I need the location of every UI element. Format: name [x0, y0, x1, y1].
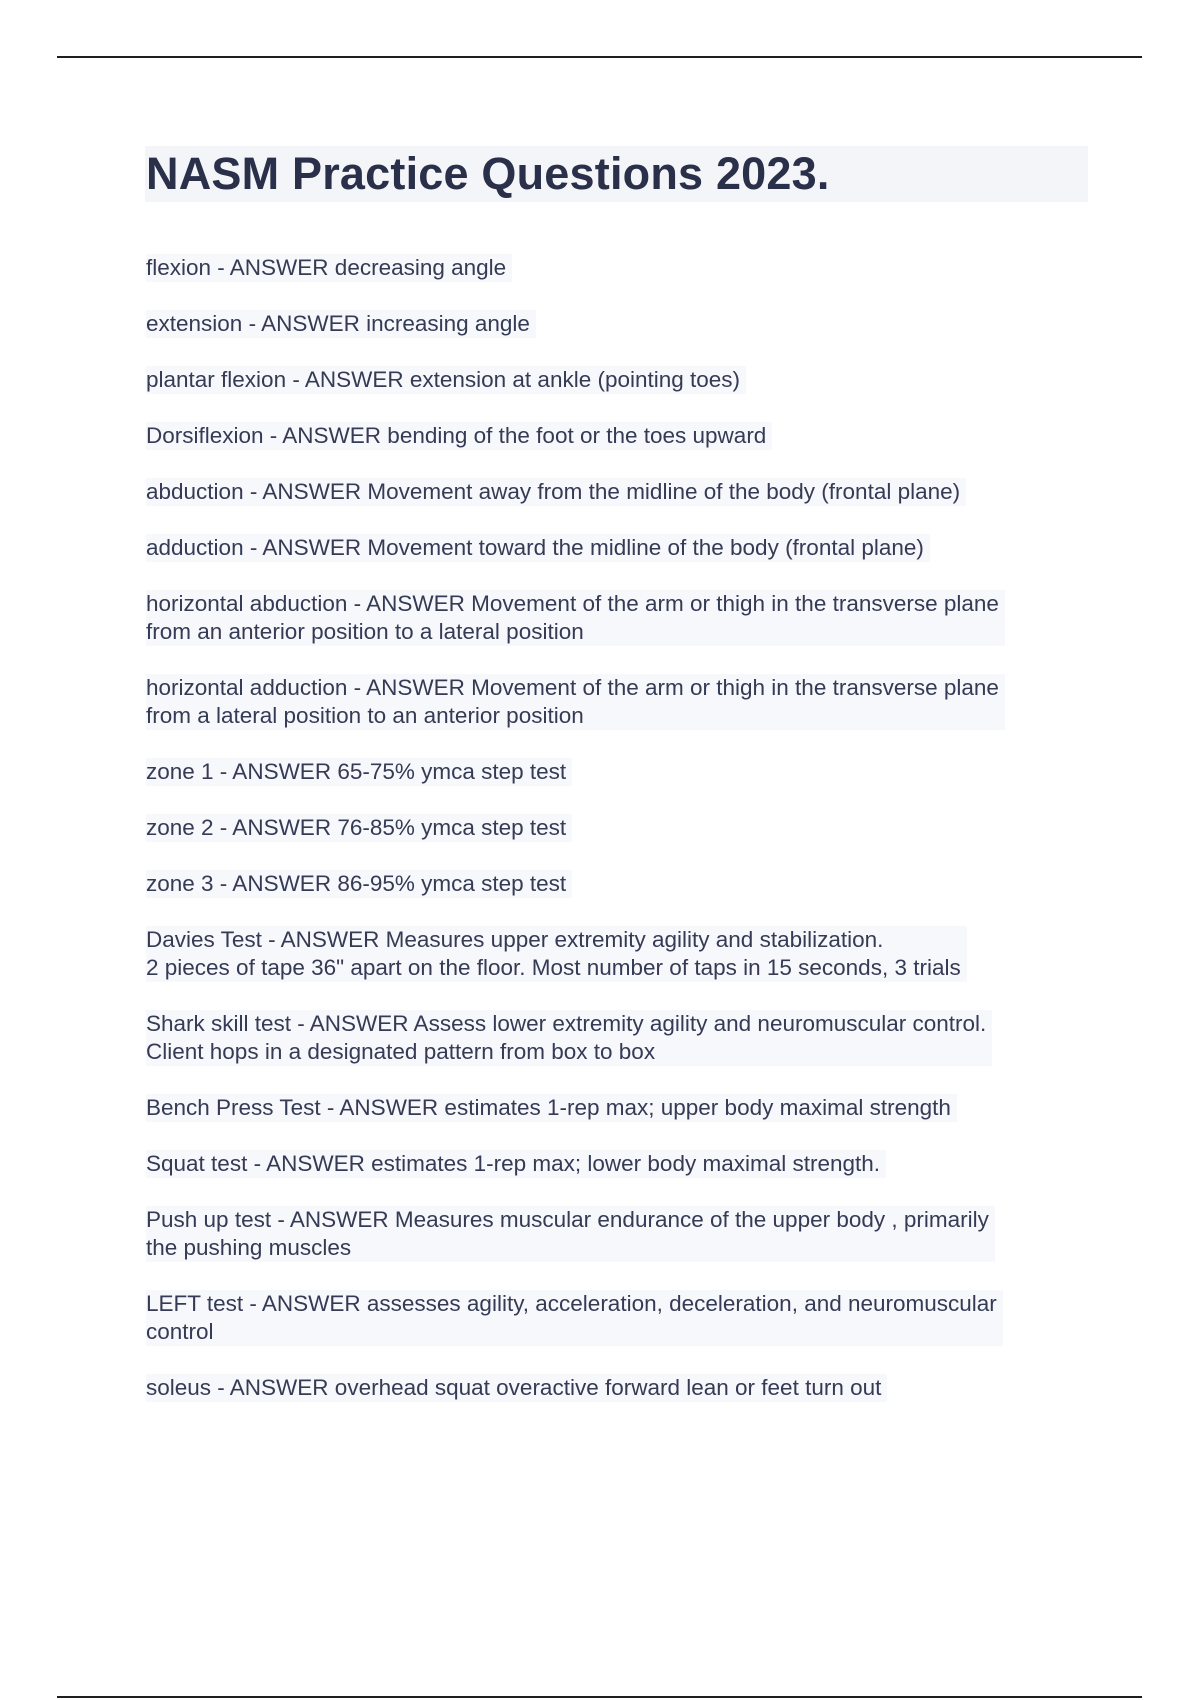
qa-item: flexion - ANSWER decreasing angle [146, 254, 512, 282]
qa-item: plantar flexion - ANSWER extension at ankle (pointing toes) [146, 366, 746, 394]
qa-item: abduction - ANSWER Movement away from the midline of the body (frontal plane) [146, 478, 966, 506]
qa-list [146, 254, 1096, 1430]
page-title: NASM Practice Questions 2023. [146, 148, 830, 199]
qa-item: zone 2 - ANSWER 76-85% ymca step test [146, 814, 572, 842]
qa-item: Push up test - ANSWER Measures muscular endurance of the upper body , primarily the pushing muscles [146, 1206, 995, 1262]
qa-item: Shark skill test - ANSWER Assess lower extremity agility and neuromuscular control. Client hops in a designated pattern from box to box [146, 1010, 992, 1066]
qa-item: horizontal abduction - ANSWER Movement of the arm or thigh in the transverse plane from an anterior position to a lateral position [146, 590, 1005, 646]
qa-item: extension - ANSWER increasing angle [146, 310, 536, 338]
top-rule [57, 56, 1142, 58]
qa-item: zone 1 - ANSWER 65-75% ymca step test [146, 758, 572, 786]
qa-item: Squat test - ANSWER estimates 1-rep max; lower body maximal strength. [146, 1150, 886, 1178]
qa-item: Bench Press Test - ANSWER estimates 1-rep max; upper body maximal strength [146, 1094, 957, 1122]
qa-item: Dorsiflexion - ANSWER bending of the foot or the toes upward [146, 422, 772, 450]
qa-item: adduction - ANSWER Movement toward the midline of the body (frontal plane) [146, 534, 930, 562]
qa-item: zone 3 - ANSWER 86-95% ymca step test [146, 870, 572, 898]
qa-item: Davies Test - ANSWER Measures upper extremity agility and stabilization. 2 pieces of tape 36" apart on the floor. Most number of taps in 15 seconds, 3 trials [146, 926, 967, 982]
bottom-rule [57, 1696, 1142, 1698]
qa-item: LEFT test - ANSWER assesses agility, acceleration, deceleration, and neuromuscular control [146, 1290, 1003, 1346]
qa-item: soleus - ANSWER overhead squat overactive forward lean or feet turn out [146, 1374, 887, 1402]
qa-item: horizontal adduction - ANSWER Movement of the arm or thigh in the transverse plane from a lateral position to an anterior position [146, 674, 1005, 730]
